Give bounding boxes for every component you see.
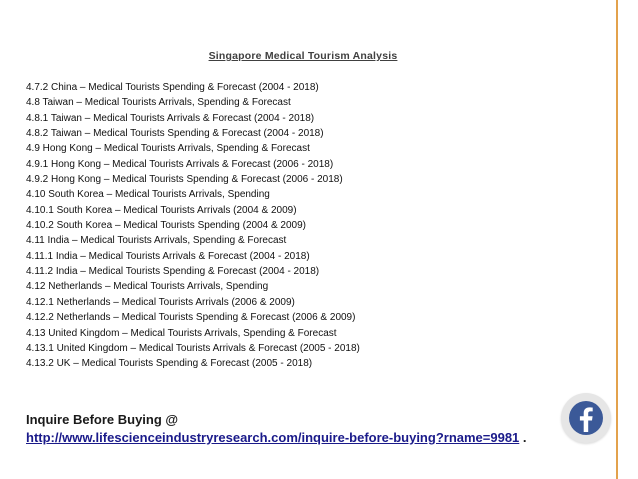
toc-item: 4.8.1 Taiwan – Medical Tourists Arrivals & Forecast (2004 - 2018): [26, 112, 315, 124]
facebook-icon[interactable]: [561, 393, 611, 443]
toc-item: 4.9.2 Hong Kong – Medical Tourists Spending & Forecast (2006 - 2018): [26, 174, 343, 186]
toc-item: 4.12.1 Netherlands – Medical Tourists Arrivals (2006 & 2009): [26, 296, 295, 308]
inquire-link-line: [26, 429, 566, 447]
slide-title: Singapore Medical Tourism Analysis: [208, 50, 398, 62]
toc-item: 4.8.2 Taiwan – Medical Tourists Spending & Forecast (2004 - 2018): [26, 128, 324, 140]
toc-item: 4.11 India – Medical Tourists Arrivals, Spending & Forecast: [26, 235, 287, 247]
inquire-suffix: .: [519, 430, 527, 445]
toc-item: 4.8 Taiwan – Medical Tourists Arrivals, Spending & Forecast: [26, 97, 291, 109]
toc-item: 4.10.2 South Korea – Medical Tourists Spending (2004 & 2009): [26, 220, 306, 232]
toc-list: [26, 80, 360, 372]
slide-frame-border: [616, 0, 618, 479]
toc-item: 4.11.2 India – Medical Tourists Spending & Forecast (2004 - 2018): [26, 266, 320, 278]
inquire-link[interactable]: http://www.lifescienceindustryresearch.com/inquire-before-buying?rname=9981: [26, 430, 520, 445]
inquire-label: Inquire Before Buying @: [26, 412, 179, 427]
toc-item: 4.12 Netherlands – Medical Tourists Arrivals, Spending: [26, 281, 269, 293]
toc-item: 4.13.1 United Kingdom – Medical Tourists Arrivals & Forecast (2005 - 2018): [26, 342, 360, 354]
toc-item: 4.13 United Kingdom – Medical Tourists Arrivals, Spending & Forecast: [26, 327, 337, 339]
toc-item: 4.10.1 South Korea – Medical Tourists Arrivals (2004 & 2009): [26, 204, 297, 216]
toc-item: 4.12.2 Netherlands – Medical Tourists Spending & Forecast (2006 & 2009): [26, 312, 356, 324]
toc-item: 4.10 South Korea – Medical Tourists Arrivals, Spending: [26, 189, 270, 201]
toc-item: 4.13.2 UK – Medical Tourists Spending & Forecast (2005 - 2018): [26, 358, 313, 370]
toc-item: 4.9.1 Hong Kong – Medical Tourists Arrivals & Forecast (2006 - 2018): [26, 158, 334, 170]
toc-item: 4.7.2 China – Medical Tourists Spending & Forecast (2004 - 2018): [26, 82, 319, 93]
toc-item: 4.9 Hong Kong – Medical Tourists Arrivals, Spending & Forecast: [26, 143, 310, 155]
toc-item: 4.11.1 India – Medical Tourists Arrivals & Forecast (2004 - 2018): [26, 250, 310, 262]
facebook-icon-graphic: [561, 393, 611, 443]
inquire-block: [26, 411, 566, 447]
